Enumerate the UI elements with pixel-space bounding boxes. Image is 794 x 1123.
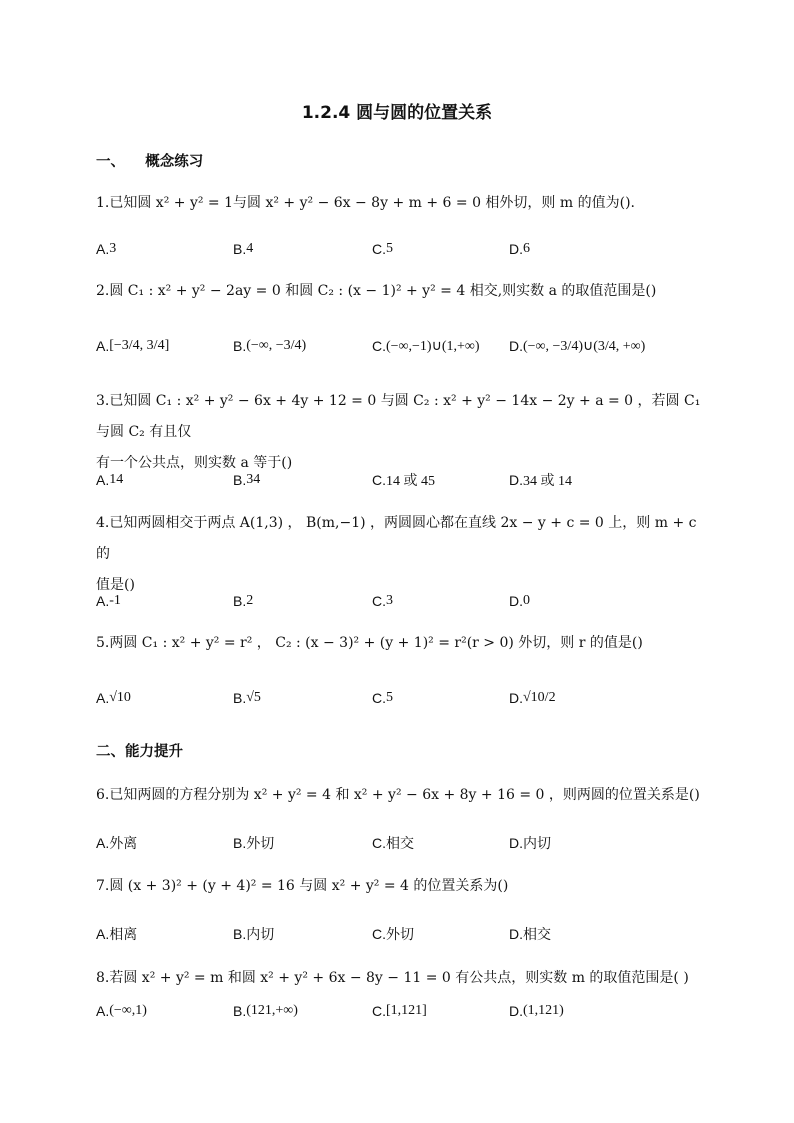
option-b: B. √5 xyxy=(233,690,261,706)
section-heading-2: 二、能力提升 xyxy=(96,744,183,760)
option-a: A. -1 xyxy=(96,593,121,609)
option-a: A. √10 xyxy=(96,690,131,706)
page-title: 1.2.4 圆与圆的位置关系 xyxy=(301,103,493,123)
option-c: C. 5 xyxy=(372,241,393,257)
options-6 xyxy=(96,826,706,860)
option-c: C. 3 xyxy=(372,593,393,609)
options-4 xyxy=(96,584,706,618)
option-c: C. 外切 xyxy=(372,926,414,943)
option-d: D. 相交 xyxy=(509,926,551,943)
option-b: B. 内切 xyxy=(233,926,275,943)
question-8 xyxy=(96,963,706,994)
question-text-line-1: 4.已知两圆相交于两点 A(1,3) ， B(m,−1) ，两圆圆心都在直线 2x − y + c = 0 上，则 m + c 的 xyxy=(96,515,697,562)
option-b: B. 外切 xyxy=(233,835,275,852)
question-text: 7.圆 (x + 3)² + (y + 4)² = 16 与圆 x² + y² = 4 的位置关系为() xyxy=(96,878,509,894)
question-1 xyxy=(96,188,706,219)
option-b: B. (121,+∞) xyxy=(233,1003,298,1019)
options-1 xyxy=(96,232,706,266)
question-text: 1.已知圆 x² + y² = 1与圆 x² + y² − 6x − 8y + m + 6 = 0 相外切，则 m 的值为(). xyxy=(96,195,635,211)
question-text-line-1: 3.已知圆 C₁ : x² + y² − 6x + 4y + 12 = 0 与圆 C₂ : x² + y² − 14x − 2y + a = 0 ，若圆 C₁ 与圆 C₂ 有且仅 xyxy=(96,393,701,440)
option-d: D. √10/2 xyxy=(509,690,556,706)
option-a: A. [−3/4, 3/4] xyxy=(96,338,170,354)
options-3 xyxy=(96,463,706,497)
option-b: B. 34 xyxy=(233,472,261,488)
option-d: D. 内切 xyxy=(509,835,551,852)
option-d: D. (1,121) xyxy=(509,1003,564,1019)
question-text-line-2: 有一个公共点，则实数 a 等于() xyxy=(96,455,293,471)
question-text-line-2: 值是() xyxy=(96,577,135,593)
option-c: C. (−∞,−1)∪(1,+∞) xyxy=(372,338,480,354)
option-b: B. 2 xyxy=(233,593,254,609)
option-a: A. 相离 xyxy=(96,926,138,943)
option-a: A. 3 xyxy=(96,241,117,257)
option-b: B. 4 xyxy=(233,241,254,257)
section-heading-1: 一、 概念练习 xyxy=(96,154,204,170)
question-5 xyxy=(96,628,706,659)
option-d: D. 34 或 14 xyxy=(509,472,572,489)
option-c: C. [1,121] xyxy=(372,1003,427,1019)
option-d: D. 0 xyxy=(509,593,530,609)
options-7 xyxy=(96,917,706,951)
option-a: A. 14 xyxy=(96,472,124,488)
option-a: A. 外离 xyxy=(96,835,138,852)
option-d: D. (−∞, −3/4)∪(3/4, +∞) xyxy=(509,338,646,354)
question-6 xyxy=(96,780,706,811)
question-text: 2.圆 C₁ : x² + y² − 2ay = 0 和圆 C₂ : (x − 1)² + y² = 4 相交,则实数 a 的取值范围是() xyxy=(96,283,657,299)
question-2 xyxy=(96,276,706,307)
option-c: C. 5 xyxy=(372,690,393,706)
options-2 xyxy=(96,329,706,363)
options-5 xyxy=(96,681,706,715)
question-text: 8.若圆 x² + y² = m 和圆 x² + y² + 6x − 8y − 11 = 0 有公共点，则实数 m 的取值范围是( ) xyxy=(96,970,689,986)
option-c: C. 相交 xyxy=(372,835,414,852)
options-8 xyxy=(96,994,706,1028)
option-b: B. (−∞, −3/4) xyxy=(233,338,307,354)
question-text: 6.已知两圆的方程分别为 x² + y² = 4 和 x² + y² − 6x + 8y + 16 = 0 ，则两圆的位置关系是() xyxy=(96,787,700,803)
option-c: C. 14 或 45 xyxy=(372,472,435,489)
question-7 xyxy=(96,871,706,902)
option-d: D. 6 xyxy=(509,241,530,257)
question-text: 5.两圆 C₁ : x² + y² = r² ， C₂ : (x − 3)² + (y + 1)² = r²(r > 0) 外切，则 r 的值是() xyxy=(96,635,643,651)
option-a: A. (−∞,1) xyxy=(96,1003,147,1019)
